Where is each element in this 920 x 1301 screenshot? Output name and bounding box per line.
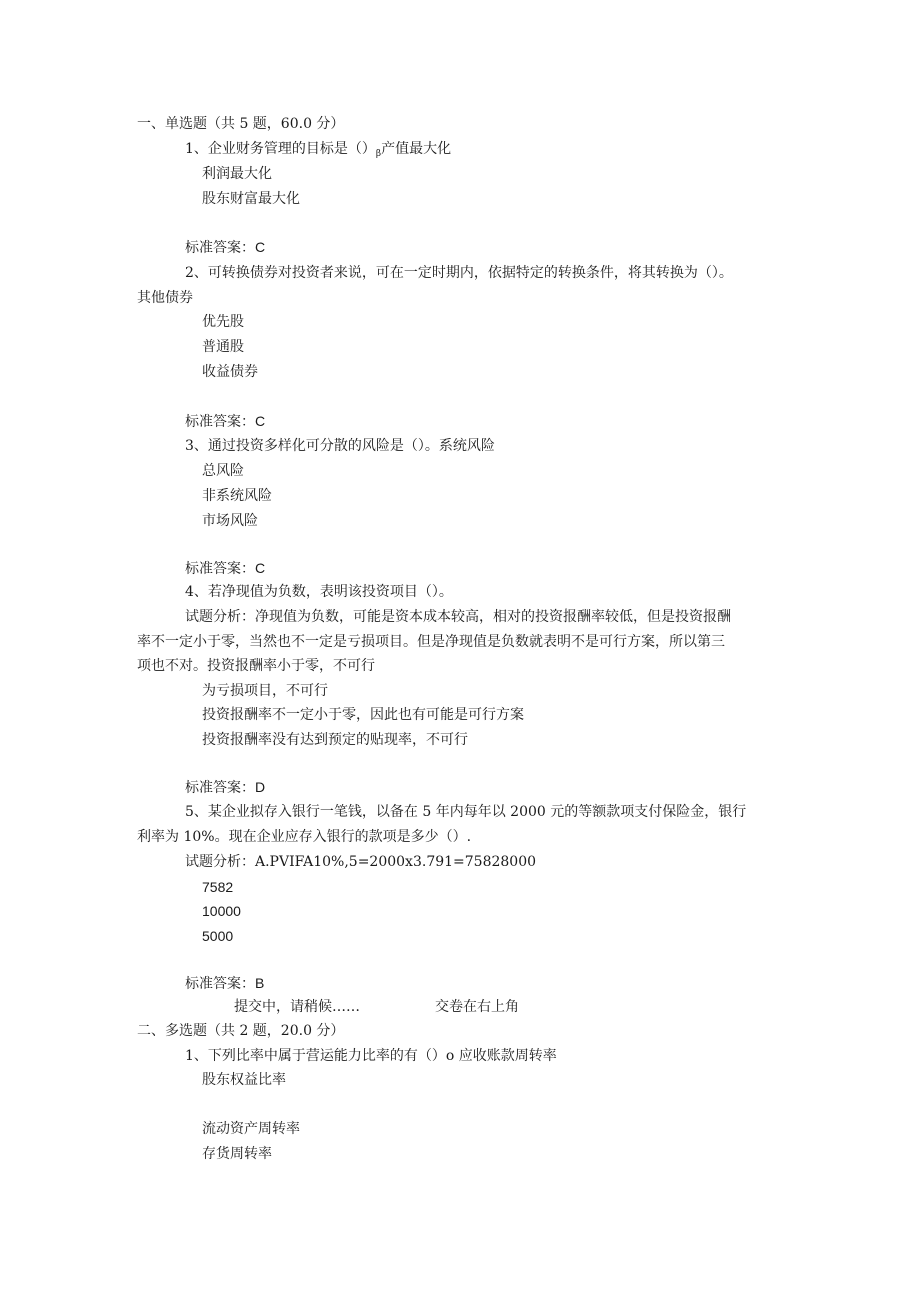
question-4-analysis-continued[interactable]: 项也不对。投资报酬率小于零，不可行 [137, 658, 375, 674]
question-3-option[interactable]: 非系统风险 [202, 488, 272, 504]
question-5-stem: 5、某企业拟存入银行一笔钱，以备在 5 年内每年以 2000 元的等额款项支付保险金，银行 [185, 804, 747, 820]
question-4-stem: 4、若净现值为负数，表明该投资项目（）。 [185, 584, 453, 600]
question-4-option[interactable]: 投资报酬率没有达到预定的贴现率，不可行 [202, 732, 468, 748]
question-1-stem [185, 139, 451, 164]
question-5-option[interactable]: 7582 [202, 879, 234, 895]
question-5-analysis[interactable] [185, 852, 536, 872]
question-3-option[interactable]: 总风险 [202, 463, 244, 479]
question-3-option[interactable]: 市场风险 [202, 513, 258, 529]
submit-hint: 交卷在右上角 [435, 999, 519, 1015]
submitting-status: 提交中，请稍候…… [234, 999, 360, 1015]
question-4-option[interactable]: 为亏损项目，不可行 [202, 683, 328, 699]
question-5-option[interactable]: 5000 [202, 928, 234, 944]
question-2-answer: 标准答案：C [185, 413, 266, 429]
question-4-answer: 标准答案：D [185, 779, 266, 795]
multi-question-1-option[interactable]: 股东权益比率 [202, 1072, 286, 1088]
question-4-analysis: 试题分析：净现值为负数，可能是资本成本较高，相对的投资报酬率较低，但是投资报酬 [185, 609, 731, 625]
multi-question-1-option[interactable]: 存货周转率 [202, 1146, 272, 1162]
question-2-option[interactable]: 普通股 [202, 339, 244, 355]
question-1-text: 1、企业财务管理的目标是（） [185, 141, 376, 157]
question-1-answer: 标准答案：C [185, 239, 266, 255]
question-1-option[interactable]: 股东财富最大化 [202, 191, 300, 207]
question-2-stem-continued[interactable]: 其他债券 [137, 290, 193, 306]
section-heading-single-choice: 一、单选题（共 5 题，60.0 分） [137, 116, 345, 132]
multi-question-1-stem: 1、下列比率中属于营运能力比率的有（）o 应收账款周转率 [185, 1048, 557, 1064]
question-2-option[interactable]: 收益债券 [202, 364, 258, 380]
question-2-stem: 2、可转换债券对投资者来说，可在一定时期内，依据特定的转换条件，将其转换为（）。 [185, 265, 733, 281]
section-heading-multiple-choice: 二、多选题（共 2 题，20.0 分） [137, 1023, 345, 1039]
question-4-option[interactable]: 投资报酬率不一定小于零，因此也有可能是可行方案 [202, 707, 524, 723]
question-1-option[interactable]: 利润最大化 [202, 166, 272, 182]
question-5-analysis-text: 试题分析：A.PVIFA10%,5=2000x3.791=75828000 [185, 854, 537, 870]
question-2-option[interactable]: 优先股 [202, 314, 244, 330]
question-1-subscript: β [375, 149, 382, 159]
multi-question-1-option[interactable]: 流动资产周转率 [202, 1121, 300, 1137]
question-5-option[interactable]: 10000 [202, 903, 241, 919]
question-1-inline-option: 产值最大化 [381, 141, 452, 157]
question-4-analysis-continued: 率不一定小于零，当然也不一定是亏损项目。但是净现值是负数就表明不是可行方案，所以第三 [137, 634, 725, 650]
question-3-stem: 3、通过投资多样化可分散的风险是（）。系统风险 [185, 438, 495, 454]
question-3-answer: 标准答案：C [185, 560, 266, 576]
question-5-answer: 标准答案：B [185, 975, 265, 991]
question-5-stem-continued: 利率为 10%。现在企业应存入银行的款项是多少（）. [137, 829, 472, 845]
